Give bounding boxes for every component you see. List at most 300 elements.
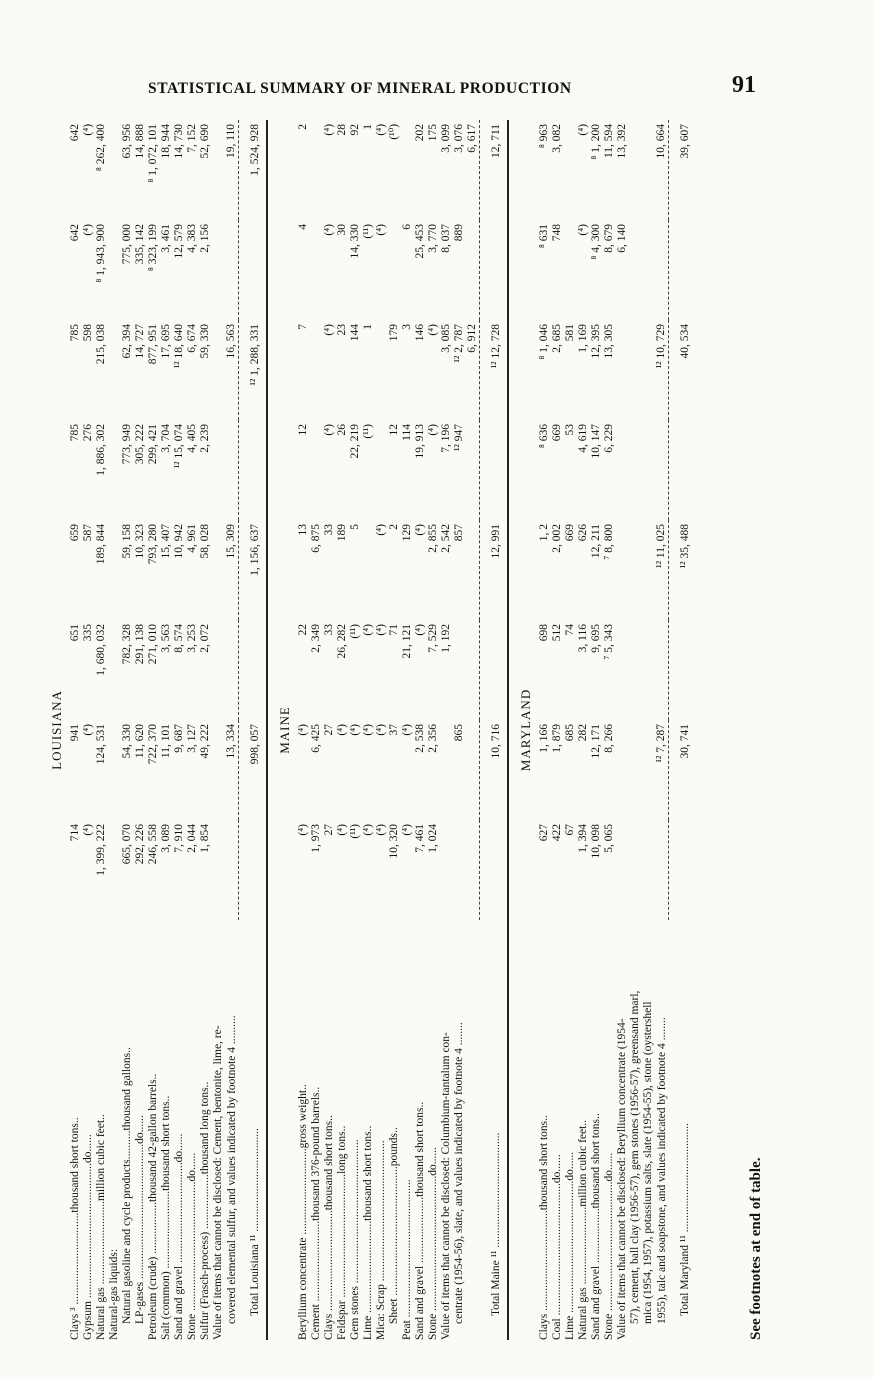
cell-value — [212, 720, 225, 820]
cell-value: ⁸ 1, 200 — [590, 123, 602, 160]
cell-value: (⁴) — [362, 824, 374, 836]
cell-value — [108, 620, 121, 720]
cell-value: 6, 229 — [603, 424, 615, 453]
cell-value: 785 — [69, 324, 81, 342]
cell-value: (⁴) — [362, 724, 374, 736]
row-label: Value of items that cannot be disclosed: Columbium-tantalum con- — [440, 1032, 452, 1340]
table-row — [629, 120, 642, 1340]
cell-value: 202 — [414, 123, 426, 142]
table-row — [538, 120, 551, 1340]
cell-value — [629, 520, 642, 620]
cell-value: ¹² 2, 787 — [453, 324, 465, 363]
cell-value: 941 — [69, 724, 81, 742]
table-row — [577, 120, 590, 1340]
cell-value: 52, 690 — [199, 123, 211, 159]
cell-value: (⁴) — [323, 123, 335, 136]
cell-value: 22, 219 — [349, 424, 361, 459]
cell-value: ¹² 947 — [453, 424, 465, 452]
cell-value: 26, 282 — [336, 624, 348, 659]
cell-value: 30 — [336, 224, 348, 236]
cell-value — [669, 620, 697, 720]
table-row — [564, 120, 577, 1340]
table-row — [414, 120, 427, 1340]
cell-value: 10, 323 — [134, 524, 146, 559]
cell-value: 276 — [82, 424, 94, 442]
cell-value: 12, 991 — [480, 520, 509, 620]
cell-value: 215, 038 — [95, 324, 107, 365]
cell-value: 669 — [551, 424, 563, 442]
cell-value: (⁴) — [82, 224, 94, 236]
cell-value: 40, 534 — [669, 320, 697, 420]
cell-value: 422 — [551, 824, 563, 842]
cell-value — [310, 420, 323, 520]
cell-value: 3, 461 — [160, 224, 172, 253]
cell-value: (⁴) — [414, 624, 426, 636]
cell-value: 669 — [564, 524, 576, 542]
cell-value — [616, 320, 629, 420]
cell-value: 3, 099 — [440, 123, 452, 153]
cell-value — [616, 420, 629, 520]
cell-value: 782, 328 — [121, 624, 133, 665]
cell-value: (¹¹) — [362, 224, 374, 239]
cell-value — [629, 820, 642, 920]
cell-value: 13, 392 — [616, 123, 628, 159]
table-row — [186, 120, 199, 1340]
cell-value: 14, 727 — [134, 324, 146, 359]
cell-value — [239, 420, 268, 520]
cell-value — [212, 120, 225, 220]
cell-value: 22 — [297, 624, 309, 636]
cell-value — [642, 320, 655, 420]
cell-value: 12, 171 — [590, 724, 602, 759]
cell-value: 8, 266 — [603, 724, 615, 753]
cell-value: (⁴) — [82, 123, 94, 136]
cell-value — [239, 820, 268, 920]
cell-value: 15, 407 — [160, 524, 172, 559]
row-label: Feldspar ...........................................long tons.. — [336, 1125, 348, 1340]
cell-value: 2, 156 — [199, 224, 211, 253]
cell-value — [212, 220, 225, 320]
cell-value — [466, 720, 480, 820]
cell-value — [480, 820, 509, 920]
cell-value: 3, 082 — [551, 123, 563, 153]
cell-value: 282 — [577, 724, 589, 742]
cell-value: 3, 770 — [427, 224, 439, 253]
cell-value: 33 — [323, 624, 335, 636]
cell-value: 49, 222 — [199, 724, 211, 759]
cell-value: 698 — [538, 624, 550, 642]
cell-value: (⁴) — [323, 424, 335, 436]
row-label — [466, 920, 480, 1340]
table-row — [323, 120, 336, 1340]
cell-value — [642, 820, 655, 920]
cell-value: (⁴) — [323, 224, 335, 236]
cell-value: (⁴) — [375, 624, 387, 636]
cell-value: 2, 072 — [199, 624, 211, 653]
cell-value: 8, 679 — [603, 224, 615, 253]
cell-value: (⁴) — [336, 724, 348, 736]
table-row — [427, 120, 440, 1340]
cell-value: 58, 028 — [199, 524, 211, 559]
table-row — [82, 120, 95, 1340]
table-row — [655, 120, 669, 1340]
cell-value: 10, 320 — [388, 824, 400, 859]
row-label: Sulfur (Frasch-process) ...................thousand long tons.. — [199, 1081, 211, 1340]
cell-value — [212, 420, 225, 520]
row-label: Petroleum (crude) ..................thousand 42-gallon barrels.. — [147, 1073, 159, 1340]
cell-value — [629, 120, 642, 220]
cell-value: (⁴) — [362, 624, 374, 636]
cell-value — [108, 220, 121, 320]
cell-value: 1, 399, 222 — [95, 824, 107, 876]
row-label: Lime ..............................................do...... — [564, 1151, 576, 1340]
cell-value: 1, 2 — [538, 524, 550, 542]
cell-value — [642, 720, 655, 820]
cell-value — [440, 820, 453, 920]
cell-value — [401, 120, 414, 220]
table-row — [603, 120, 616, 1340]
cell-value — [108, 820, 121, 920]
cell-value: 67 — [564, 824, 576, 836]
cell-value — [362, 520, 375, 620]
cell-value: 2, 349 — [310, 624, 322, 653]
cell-value: 12, 579 — [173, 224, 185, 259]
cell-value: 12, 395 — [590, 324, 602, 359]
cell-value: 1, 192 — [440, 624, 452, 653]
table-row — [173, 120, 186, 1340]
row-label: mica (1954, 1957), potassium salts, slate (1954-55), stone (oystershell — [642, 1001, 654, 1324]
cell-value: ⁸ 4, 300 — [590, 224, 602, 260]
row-label: Clays ...................................thousand short tons.. — [538, 1115, 550, 1340]
cell-value: 37 — [388, 724, 400, 736]
row-label: Beryllium concentrate ..............................gross weight.. — [297, 1084, 309, 1340]
row-label: Peat ................................................ — [401, 1179, 413, 1340]
cell-value: 1, 973 — [310, 824, 322, 853]
table-row — [388, 120, 401, 1340]
cell-value: 114 — [401, 424, 413, 441]
row-label: LP-gases ...............................................do...... — [134, 1115, 146, 1324]
cell-value: ⁸ 963 — [538, 123, 550, 149]
cell-value — [239, 220, 268, 320]
row-label: Clays ³ ................................thousand short tons.. — [69, 1117, 81, 1340]
cell-value: 2, 542 — [440, 524, 452, 553]
cell-value: 714 — [69, 824, 81, 842]
cell-value: 3, 253 — [186, 624, 198, 653]
cell-value — [642, 220, 655, 320]
cell-value — [669, 220, 697, 320]
cell-value: 7, 461 — [414, 824, 426, 853]
row-label: Total Maine ¹¹ ........................................ — [490, 1132, 502, 1316]
cell-value: (⁴) — [401, 824, 413, 836]
cell-value — [375, 420, 388, 520]
cell-value: 28 — [336, 123, 348, 136]
cell-value: 26 — [336, 424, 348, 436]
mineral-production-table — [40, 120, 696, 1340]
cell-value: 63, 956 — [121, 123, 133, 159]
row-label: covered elemental sulfur, and values indicated by footnote 4 .......... — [225, 1015, 238, 1324]
cell-value: 7 — [297, 324, 309, 330]
cell-value: 27 — [323, 824, 335, 836]
cell-value — [616, 620, 629, 720]
table-row — [134, 120, 147, 1340]
cell-value: (⁴) — [577, 224, 589, 236]
cell-value — [466, 520, 480, 620]
table-row — [121, 120, 134, 1340]
cell-value: 7, 529 — [427, 624, 439, 653]
cell-value: 291, 138 — [134, 624, 146, 665]
row-label: Salt (common) ...........................thousand short tons.. — [160, 1095, 172, 1340]
cell-value: 4, 619 — [577, 424, 589, 453]
cell-value — [480, 420, 509, 520]
table-row — [199, 120, 212, 1340]
cell-value: (⁴) — [297, 824, 309, 836]
cell-value: ⁸ 323, 199 — [147, 224, 159, 272]
cell-value: 1, 169 — [577, 324, 589, 353]
cell-value: 4, 961 — [186, 524, 198, 553]
cell-value: 1, 394 — [577, 824, 589, 853]
cell-value: (⁴) — [375, 123, 387, 136]
cell-value: 2, 855 — [427, 524, 439, 553]
cell-value: 3, 116 — [577, 624, 589, 653]
footnote: See footnotes at end of table. — [748, 1157, 764, 1340]
cell-value: 92 — [349, 123, 361, 136]
page-header — [0, 72, 873, 106]
cell-value — [655, 820, 669, 920]
cell-value: (⁴) — [375, 724, 387, 736]
row-label: Value of items that cannot be disclosed: Beryllium concentrate (1954- — [616, 1018, 628, 1340]
cell-value: 512 — [551, 624, 563, 642]
cell-value: 6, 140 — [616, 224, 628, 253]
cell-value: 773, 949 — [121, 424, 133, 465]
cell-value: 62, 394 — [121, 324, 133, 359]
cell-value: 13, 305 — [603, 324, 615, 359]
cell-value — [629, 420, 642, 520]
cell-value: 14, 330 — [349, 224, 361, 259]
cell-value — [310, 320, 323, 420]
cell-value: 626 — [577, 524, 589, 542]
row-label: Natural gas ...........................million cubic feet.. — [577, 1119, 589, 1340]
cell-value: (⁴) — [297, 724, 309, 736]
cell-value: 793, 280 — [147, 524, 159, 565]
cell-value: 7, 910 — [173, 824, 185, 853]
row-label: Gem stones .................................................. — [349, 1139, 361, 1340]
cell-value: 292, 226 — [134, 824, 146, 865]
cell-value: 129 — [401, 524, 413, 542]
row-label: Natural-gas liquids: — [108, 1248, 120, 1340]
cell-value: 10, 716 — [480, 720, 509, 820]
cell-value: 587 — [82, 524, 94, 542]
table-row — [147, 120, 160, 1340]
cell-value: 271, 010 — [147, 624, 159, 665]
cell-value: ⁷ 5, 343 — [603, 624, 615, 660]
table-row — [440, 120, 453, 1340]
cell-value: 9, 687 — [173, 724, 185, 753]
cell-value — [310, 220, 323, 320]
cell-value — [669, 420, 697, 520]
table-row — [349, 120, 362, 1340]
cell-value: 857 — [453, 524, 465, 542]
table-row — [95, 120, 108, 1340]
cell-value: 10, 664 — [655, 123, 667, 159]
row-label: centrate (1954-56), slate, and values indicated by footnote 4 ........ — [453, 1022, 465, 1324]
cell-value: 39, 607 — [669, 120, 697, 220]
cell-value: 7, 152 — [186, 123, 198, 153]
cell-value: (⁴) — [336, 824, 348, 836]
cell-value: 335 — [82, 624, 94, 642]
cell-value — [655, 620, 669, 720]
cell-value — [616, 520, 629, 620]
cell-value — [466, 220, 480, 320]
cell-value: 8, 574 — [173, 624, 185, 653]
cell-value — [466, 420, 480, 520]
cell-value: 7, 196 — [440, 424, 452, 453]
cell-value — [629, 220, 642, 320]
cell-value: 53 — [564, 424, 576, 436]
table-row — [108, 120, 121, 1340]
cell-value: (⁴) — [82, 724, 94, 736]
cell-value: 71 — [388, 624, 400, 636]
cell-value — [466, 620, 480, 720]
cell-value: 2 — [388, 524, 400, 530]
row-label: 1955), talc and soapstone, and values indicated by footnote 4 ........ — [655, 1017, 668, 1324]
cell-value: (⁴) — [323, 324, 335, 336]
cell-value: ¹² 1, 288, 331 — [239, 320, 268, 420]
cell-value: 1 — [362, 123, 374, 130]
row-label: Clays ...................................thousand short tons.. — [323, 1115, 335, 1340]
cell-value: ¹² 11, 025 — [655, 524, 667, 568]
cell-value: 54, 330 — [121, 724, 133, 759]
cell-value: ¹² 12, 728 — [480, 320, 509, 420]
cell-value: 9, 695 — [590, 624, 602, 653]
cell-value: 14, 888 — [134, 123, 146, 159]
table-row — [642, 120, 655, 1340]
cell-value: 998, 057 — [239, 720, 268, 820]
table-row — [212, 120, 225, 1340]
cell-value: 11, 620 — [134, 724, 146, 759]
cell-value: 8, 037 — [440, 224, 452, 253]
cell-value: 59, 330 — [199, 324, 211, 359]
cell-value: 189 — [336, 524, 348, 542]
cell-value: (⁴) — [349, 724, 361, 736]
table-row — [225, 120, 239, 1340]
cell-value — [225, 620, 239, 720]
table-row — [336, 120, 349, 1340]
row-label: Sand and gravel ...................thousand short tons.. — [590, 1113, 602, 1340]
table-row — [69, 120, 82, 1340]
cell-value: 12 — [297, 424, 309, 436]
cell-value: 30, 741 — [669, 720, 697, 820]
cell-value: 144 — [349, 324, 361, 342]
cell-value: 12 — [388, 424, 400, 436]
cell-value — [225, 820, 239, 920]
cell-value: 598 — [82, 324, 94, 342]
cell-value: 299, 421 — [147, 424, 159, 465]
cell-value: (⁴) — [401, 724, 413, 736]
cell-value: (⁴) — [577, 123, 589, 136]
row-label: Value of items that cannot be disclosed: Cement, bentonite, lime, re- — [212, 1025, 224, 1340]
cell-value: (⁴) — [375, 224, 387, 236]
table-row — [590, 120, 603, 1340]
cell-value: 1, 166 — [538, 724, 550, 753]
cell-value: 2, 538 — [414, 724, 426, 753]
cell-value: 175 — [427, 123, 439, 142]
cell-value: (⁴) — [375, 824, 387, 836]
cell-value: 1, 886, 302 — [95, 424, 107, 476]
cell-value: 74 — [564, 624, 576, 636]
cell-value: (⁴) — [427, 424, 439, 436]
cell-value — [480, 220, 509, 320]
cell-value: 6, 674 — [186, 324, 198, 353]
cell-value: 4 — [297, 224, 309, 230]
cell-value: 1, 024 — [427, 824, 439, 853]
cell-value — [440, 720, 453, 820]
cell-value: ⁸ 1, 072, 101 — [147, 123, 159, 183]
cell-value: 16, 563 — [225, 324, 237, 359]
cell-value: 23 — [336, 324, 348, 336]
cell-value: 3, 076 — [453, 123, 465, 153]
cell-value: ⁷ 8, 800 — [603, 524, 615, 560]
cell-value: 1, 156, 637 — [239, 520, 268, 620]
cell-value: 651 — [69, 624, 81, 642]
cell-value: 15, 309 — [225, 524, 237, 559]
table-row — [616, 120, 629, 1340]
cell-value: 146 — [414, 324, 426, 342]
cell-value: ⁸ 636 — [538, 424, 550, 449]
cell-value: 4, 383 — [186, 224, 198, 253]
cell-value: 642 — [69, 224, 81, 242]
cell-value: 865 — [453, 724, 465, 742]
cell-value: 581 — [564, 324, 576, 342]
cell-value: 642 — [69, 123, 81, 142]
cell-value: (⁴) — [427, 324, 439, 336]
cell-value — [655, 420, 669, 520]
cell-value: (⁴) — [82, 824, 94, 836]
table-row — [551, 120, 564, 1340]
cell-value: 13 — [297, 524, 309, 536]
cell-value — [466, 820, 480, 920]
cell-value: 305, 222 — [134, 424, 146, 465]
cell-value: 13, 334 — [225, 724, 237, 759]
cell-value: 19, 110 — [225, 123, 237, 159]
cell-value: 2, 239 — [199, 424, 211, 453]
row-label: Stone .............................................do...... — [603, 1152, 615, 1340]
row-label: Stone .............................................do...... — [186, 1152, 198, 1340]
cell-value: 19, 913 — [414, 424, 426, 459]
cell-value — [629, 320, 642, 420]
cell-value: 14, 730 — [173, 123, 185, 159]
cell-value: 3, 085 — [440, 324, 452, 353]
cell-value: 21, 121 — [401, 624, 413, 659]
section-heading — [508, 120, 538, 1340]
cell-value: 6, 875 — [310, 524, 322, 553]
table-row — [310, 120, 323, 1340]
cell-value — [655, 220, 669, 320]
cell-value: 5 — [349, 524, 361, 530]
row-label: Total Maryland ¹¹ ...................................... — [679, 1123, 691, 1316]
cell-value: 25, 453 — [414, 224, 426, 259]
cell-value: ¹² 35, 488 — [669, 520, 697, 620]
table-row — [160, 120, 173, 1340]
cell-value: 2, 356 — [427, 724, 439, 753]
row-label: Sand and gravel .......................thousand short tons.. — [414, 1101, 426, 1340]
cell-value — [669, 820, 697, 920]
cell-value: 1, 879 — [551, 724, 563, 753]
cell-value — [642, 120, 655, 220]
section-heading — [267, 120, 297, 1340]
cell-value: 3, 089 — [160, 824, 172, 853]
table-row — [362, 120, 375, 1340]
cell-value: 12, 211 — [590, 524, 602, 559]
